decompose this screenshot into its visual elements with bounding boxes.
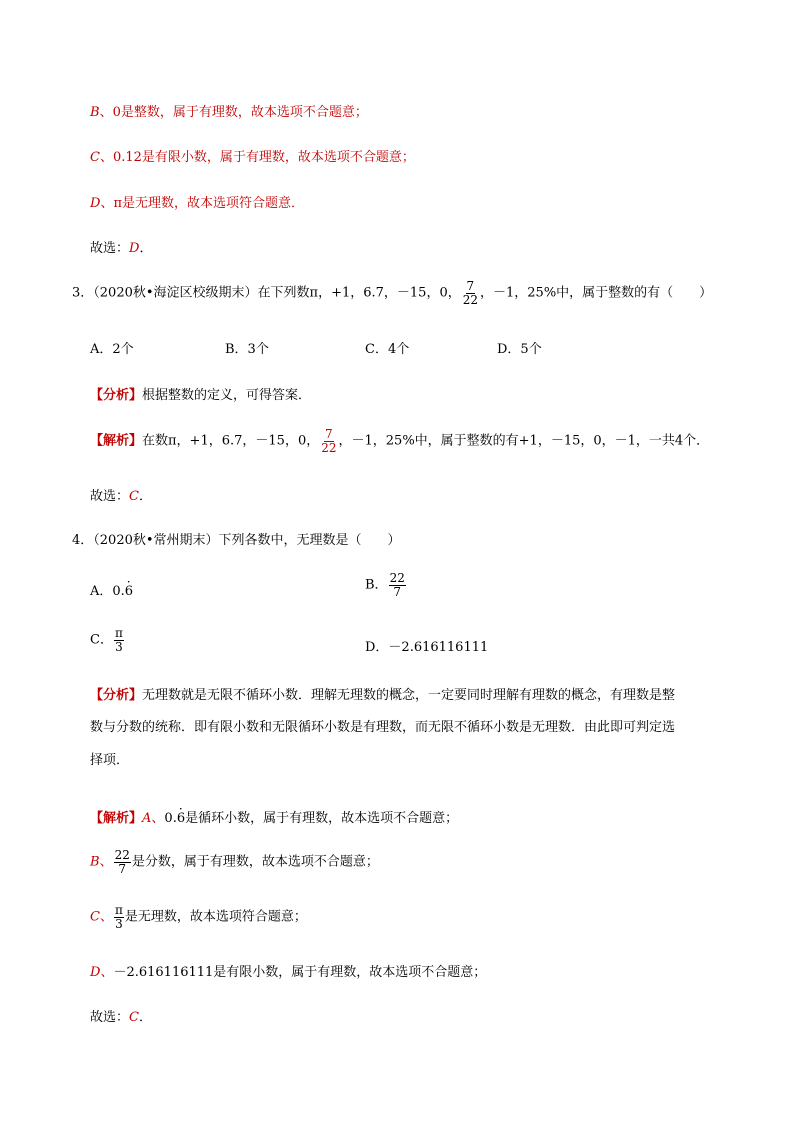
- q4-analysis-line-1: 【分析】无理数就是无限不循环小数．理解无理数的概念，一定要同时理解有理数的概念，有理数是整: [90, 688, 676, 703]
- option-letter: D: [90, 965, 101, 980]
- option-letter: C: [90, 909, 100, 925]
- fraction: $\frac{22}{7}$: [389, 571, 405, 599]
- q4-solution-b: B、 $\frac{22}{7}$ 是分数，属于有理数，故本选项不合题意；: [90, 848, 379, 876]
- q4-option-d: D．－2.616116111: [365, 640, 489, 655]
- q4-analysis-line-3: 择项．: [90, 753, 130, 768]
- solution-tag: 【解析】: [90, 433, 143, 449]
- q4-answer: 故选：C．: [90, 1010, 152, 1025]
- option-letter: B: [90, 854, 100, 870]
- fraction: $\frac{\pi}{3}$: [114, 626, 123, 654]
- q4-analysis-line-2: 数与分数的统称．即有限小数和无限循环小数是有理数，而无限不循环小数是无理数．由此即可判定选: [90, 720, 676, 735]
- q4-option-c: C． $\frac{\pi}{3}$: [90, 626, 123, 654]
- q3-analysis: 【分析】根据整数的定义，可得答案．: [90, 388, 312, 403]
- solution-tag: 【解析】: [90, 811, 143, 826]
- fraction: $\frac{22}{7}$: [114, 848, 130, 876]
- prev-option-b-analysis: B、0是整数，属于有理数，故本选项不合题意；: [90, 105, 368, 120]
- q4-solution-a: 【解析】A、0.· 6是循环小数，属于有理数，故本选项不合题意；: [90, 807, 458, 826]
- fraction: $\frac{7}{22}$: [462, 279, 478, 307]
- q4-option-a: A．0.· 6: [90, 580, 133, 599]
- prev-option-d-analysis: D、π是无理数，故本选项符合题意．: [90, 196, 304, 211]
- q3-answer: 故选：C．: [90, 489, 152, 504]
- q3-stem: 3．（2020秋•海淀区校级期末）在下列数π，+1，6.7，－15，0， $\frac{7}{22}$ ，－1，25%中，属于整数的有（ ）: [72, 279, 713, 307]
- option-letter: B: [90, 105, 100, 120]
- answer-letter: C: [129, 489, 139, 504]
- prev-option-c-analysis: C、0.12是有限小数，属于有理数，故本选项不合题意；: [90, 150, 415, 165]
- analysis-tag: 【分析】: [90, 388, 143, 403]
- fraction: $\frac{7}{22}$: [321, 427, 337, 455]
- answer-letter: C: [129, 1010, 139, 1025]
- option-letter: A: [142, 811, 152, 826]
- q4-stem: 4．（2020秋•常州期末）下列各数中，无理数是（ ）: [72, 533, 401, 548]
- q3-option-b: B．3个: [225, 342, 269, 357]
- option-letter: C: [90, 150, 100, 165]
- q4-option-b: B． $\frac{22}{7}$: [365, 571, 405, 599]
- prev-answer: 故选：D．: [90, 241, 153, 256]
- q4-solution-d: D、－2.616116111是有限小数，属于有理数，故本选项不合题意；: [90, 965, 487, 980]
- fraction: $\frac{\pi}{3}$: [114, 903, 123, 931]
- answer-letter: D: [129, 241, 140, 256]
- q4-solution-c: C、 $\frac{\pi}{3}$ 是无理数，故本选项符合题意；: [90, 903, 307, 931]
- analysis-tag: 【分析】: [90, 688, 143, 703]
- option-letter: D: [90, 196, 101, 211]
- q3-option-a: A．2个: [90, 342, 134, 357]
- q3-option-c: C．4个: [365, 342, 410, 357]
- q3-option-d: D．5个: [497, 342, 542, 357]
- q3-solution: 【解析】在数π，+1，6.7，－15，0， $\frac{7}{22}$ ，－1，25%中，属于整数的有+1，－15，0，－1，一共4个．: [90, 427, 710, 455]
